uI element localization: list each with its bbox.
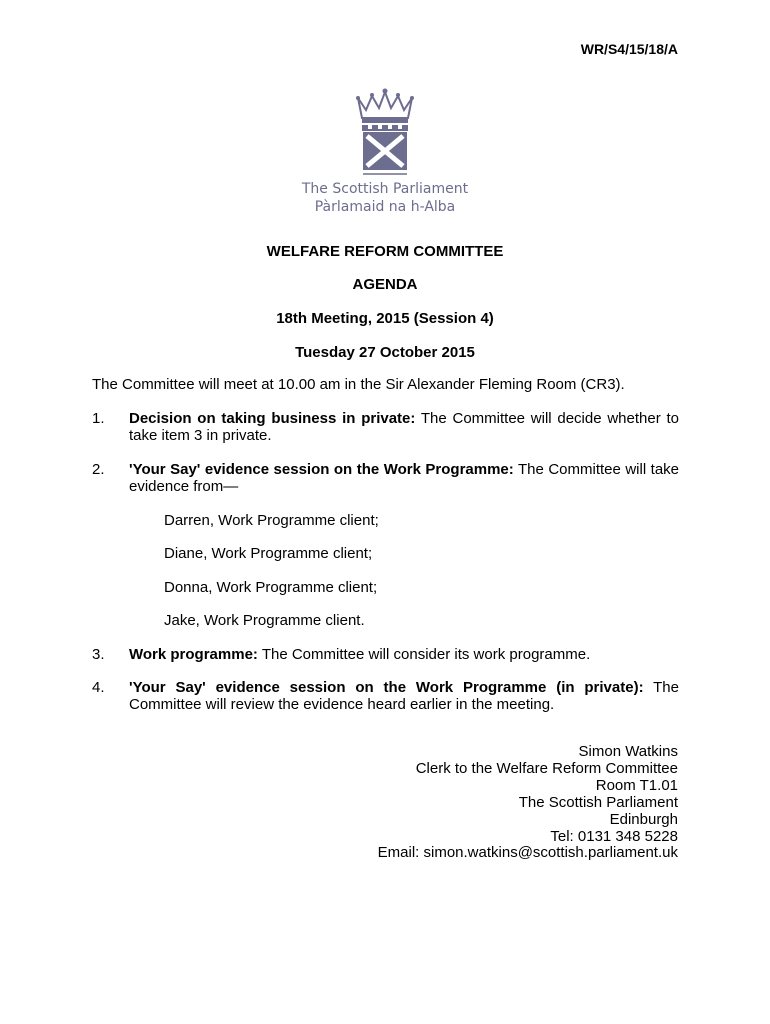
agenda-item-4 bbox=[92, 679, 679, 713]
signatory-city: Edinburgh bbox=[609, 810, 678, 828]
logo-text-english: The Scottish Parliament bbox=[301, 181, 469, 197]
logo-wordmark bbox=[290, 180, 480, 216]
agenda-item-1 bbox=[92, 410, 679, 444]
item-title: Work programme: bbox=[129, 646, 258, 663]
witness-item: Donna, Work Programme client; bbox=[164, 579, 378, 596]
signatory-organisation: The Scottish Parliament bbox=[518, 793, 678, 811]
agenda-heading: AGENDA bbox=[352, 276, 418, 293]
item-text: The Committee will take evidence from— bbox=[129, 461, 680, 495]
meeting-date: Tuesday 27 October 2015 bbox=[295, 344, 475, 361]
item-title: Decision on taking business in private: bbox=[129, 410, 416, 427]
item-title: 'Your Say' evidence session on the Work Programme: bbox=[129, 461, 514, 478]
signatory-room: Room T1.01 bbox=[595, 776, 678, 794]
signatory-telephone: Tel: 0131 348 5228 bbox=[550, 827, 678, 845]
logo-text-gaelic: Pàrlamaid na h-Alba bbox=[314, 199, 456, 215]
item-number: 1. bbox=[92, 410, 105, 427]
witness-item: Darren, Work Programme client; bbox=[164, 512, 379, 529]
signatory-email: Email: simon.watkins@scottish.parliament.uk bbox=[377, 844, 678, 862]
item-number: 2. bbox=[92, 461, 105, 478]
document-reference: WR/S4/15/18/A bbox=[580, 41, 678, 57]
item-text: The Committee will review the evidence heard earlier in the meeting. bbox=[129, 679, 679, 713]
meeting-number: 18th Meeting, 2015 (Session 4) bbox=[276, 310, 494, 327]
witness-item: Jake, Work Programme client. bbox=[164, 612, 365, 629]
committee-title: WELFARE REFORM COMMITTEE bbox=[266, 243, 504, 260]
item-text: The Committee will consider its work programme. bbox=[257, 646, 591, 663]
item-number: 4. bbox=[92, 679, 105, 696]
item-number: 3. bbox=[92, 646, 105, 663]
signatory-role: Clerk to the Welfare Reform Committee bbox=[415, 759, 678, 777]
item-title: 'Your Say' evidence session on the Work Programme (in private): bbox=[129, 679, 644, 696]
meeting-intro: The Committee will meet at 10.00 am in the Sir Alexander Fleming Room (CR3). bbox=[92, 376, 625, 393]
agenda-item-2 bbox=[92, 461, 679, 495]
signature-block bbox=[378, 744, 678, 862]
signatory-name: Simon Watkins bbox=[578, 743, 678, 760]
agenda-item-3 bbox=[92, 646, 679, 663]
witness-item: Diane, Work Programme client; bbox=[164, 545, 373, 562]
item-text: The Committee will decide whether to take item 3 in private. bbox=[129, 410, 679, 444]
parliament-crest-logo bbox=[352, 88, 418, 176]
